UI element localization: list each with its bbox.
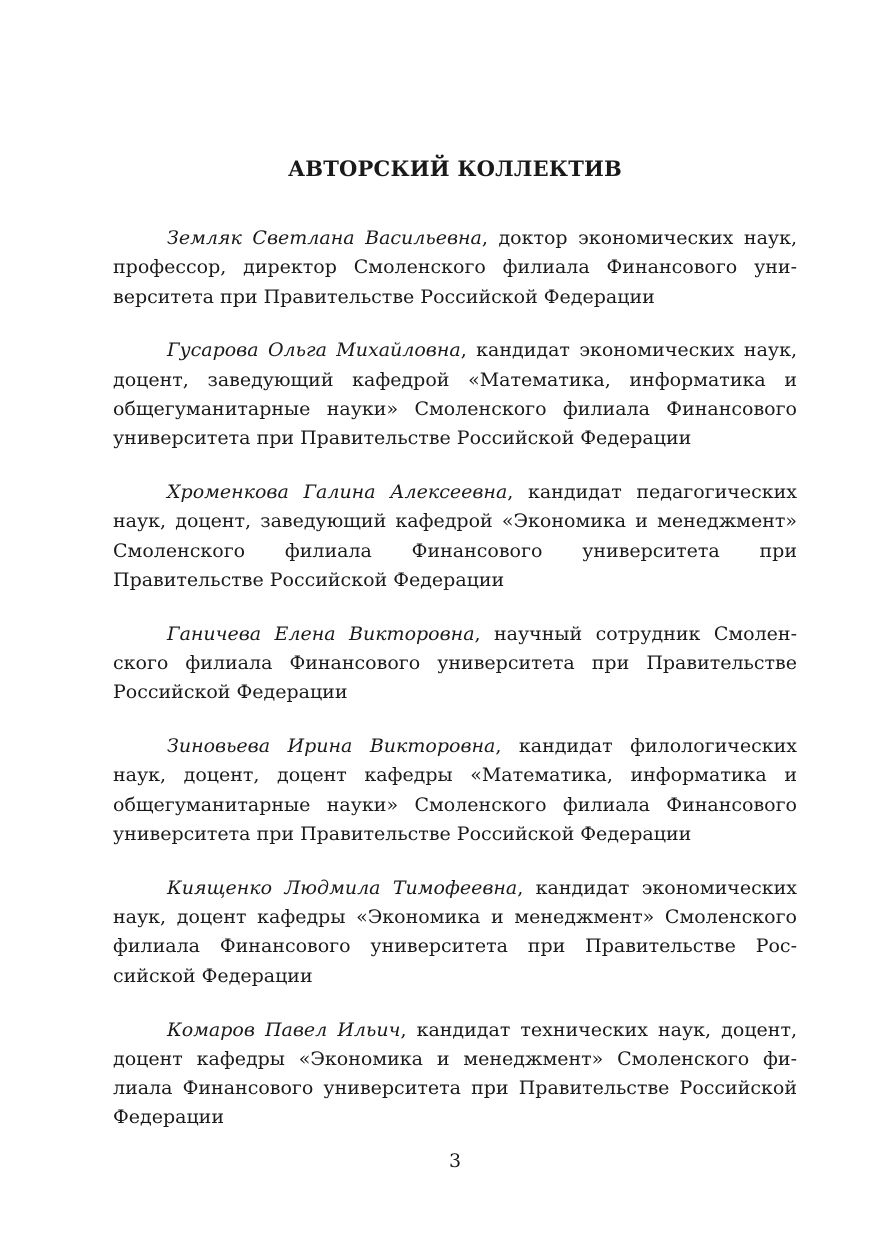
author-entry [113, 874, 797, 991]
author-entry [113, 224, 797, 312]
author-name: Комаров Павел Ильич [167, 1018, 401, 1041]
author-entry [113, 620, 797, 708]
author-name: Ганичева Елена Викторовна [167, 622, 475, 645]
author-entry [113, 336, 797, 453]
author-description: , научный сотрудник Смоленского филиала Финансового университета при Правительстве Российской Федерации [113, 622, 797, 704]
author-description: , кандидат технических наук, доцент, доцент кафедры «Экономика и менеджмент» Смоленского филиала Финансового университета при Правительстве Российской Федерации [113, 1018, 797, 1129]
author-name: Зиновьева Ирина Викторовна [167, 735, 496, 758]
page-number: 3 [448, 1150, 462, 1172]
author-entry [113, 1016, 797, 1133]
author-description: , кандидат экономических наук, доцент, заведующий кафедрой «Математика, информатика и общегуманитарные науки» Смоленского филиала Финансового университета при Правительстве Российской Федерации [113, 339, 797, 450]
author-description: , кандидат педагогических наук, доцент, заведующий кафедрой «Экономика и менеджмент» Смоленского филиала Финансового университета при Правительстве Российской Федерации [113, 481, 797, 591]
author-description: , кандидат экономических наук, доцент кафедры «Экономика и менеджмент» Смоленского филиала Финансового университета при Правительстве Российской Федерации [113, 876, 797, 987]
author-entry [113, 732, 797, 849]
author-name: Земляк Светлана Васильевна [167, 227, 482, 249]
author-name: Киященко Людмила Тимофеевна [167, 876, 518, 899]
author-list [113, 224, 797, 1157]
author-entry [113, 478, 797, 595]
author-description: , кандидат филологических наук, доцент, доцент кафедры «Математика, информатика и общегуманитарные науки» Смоленского филиала Финансового университета при Правительстве Российской Федерации [113, 735, 797, 846]
author-name: Хроменкова Галина Алексеевна [167, 481, 508, 504]
author-name: Гусарова Ольга Михайловна [167, 339, 461, 362]
author-description: , доктор экономических наук, профессор, директор Смоленского филиала Финансового университета при Правительстве Российской Федерации [113, 227, 797, 308]
page-title: АВТОРСКИЙ КОЛЛЕКТИВ [287, 156, 623, 182]
